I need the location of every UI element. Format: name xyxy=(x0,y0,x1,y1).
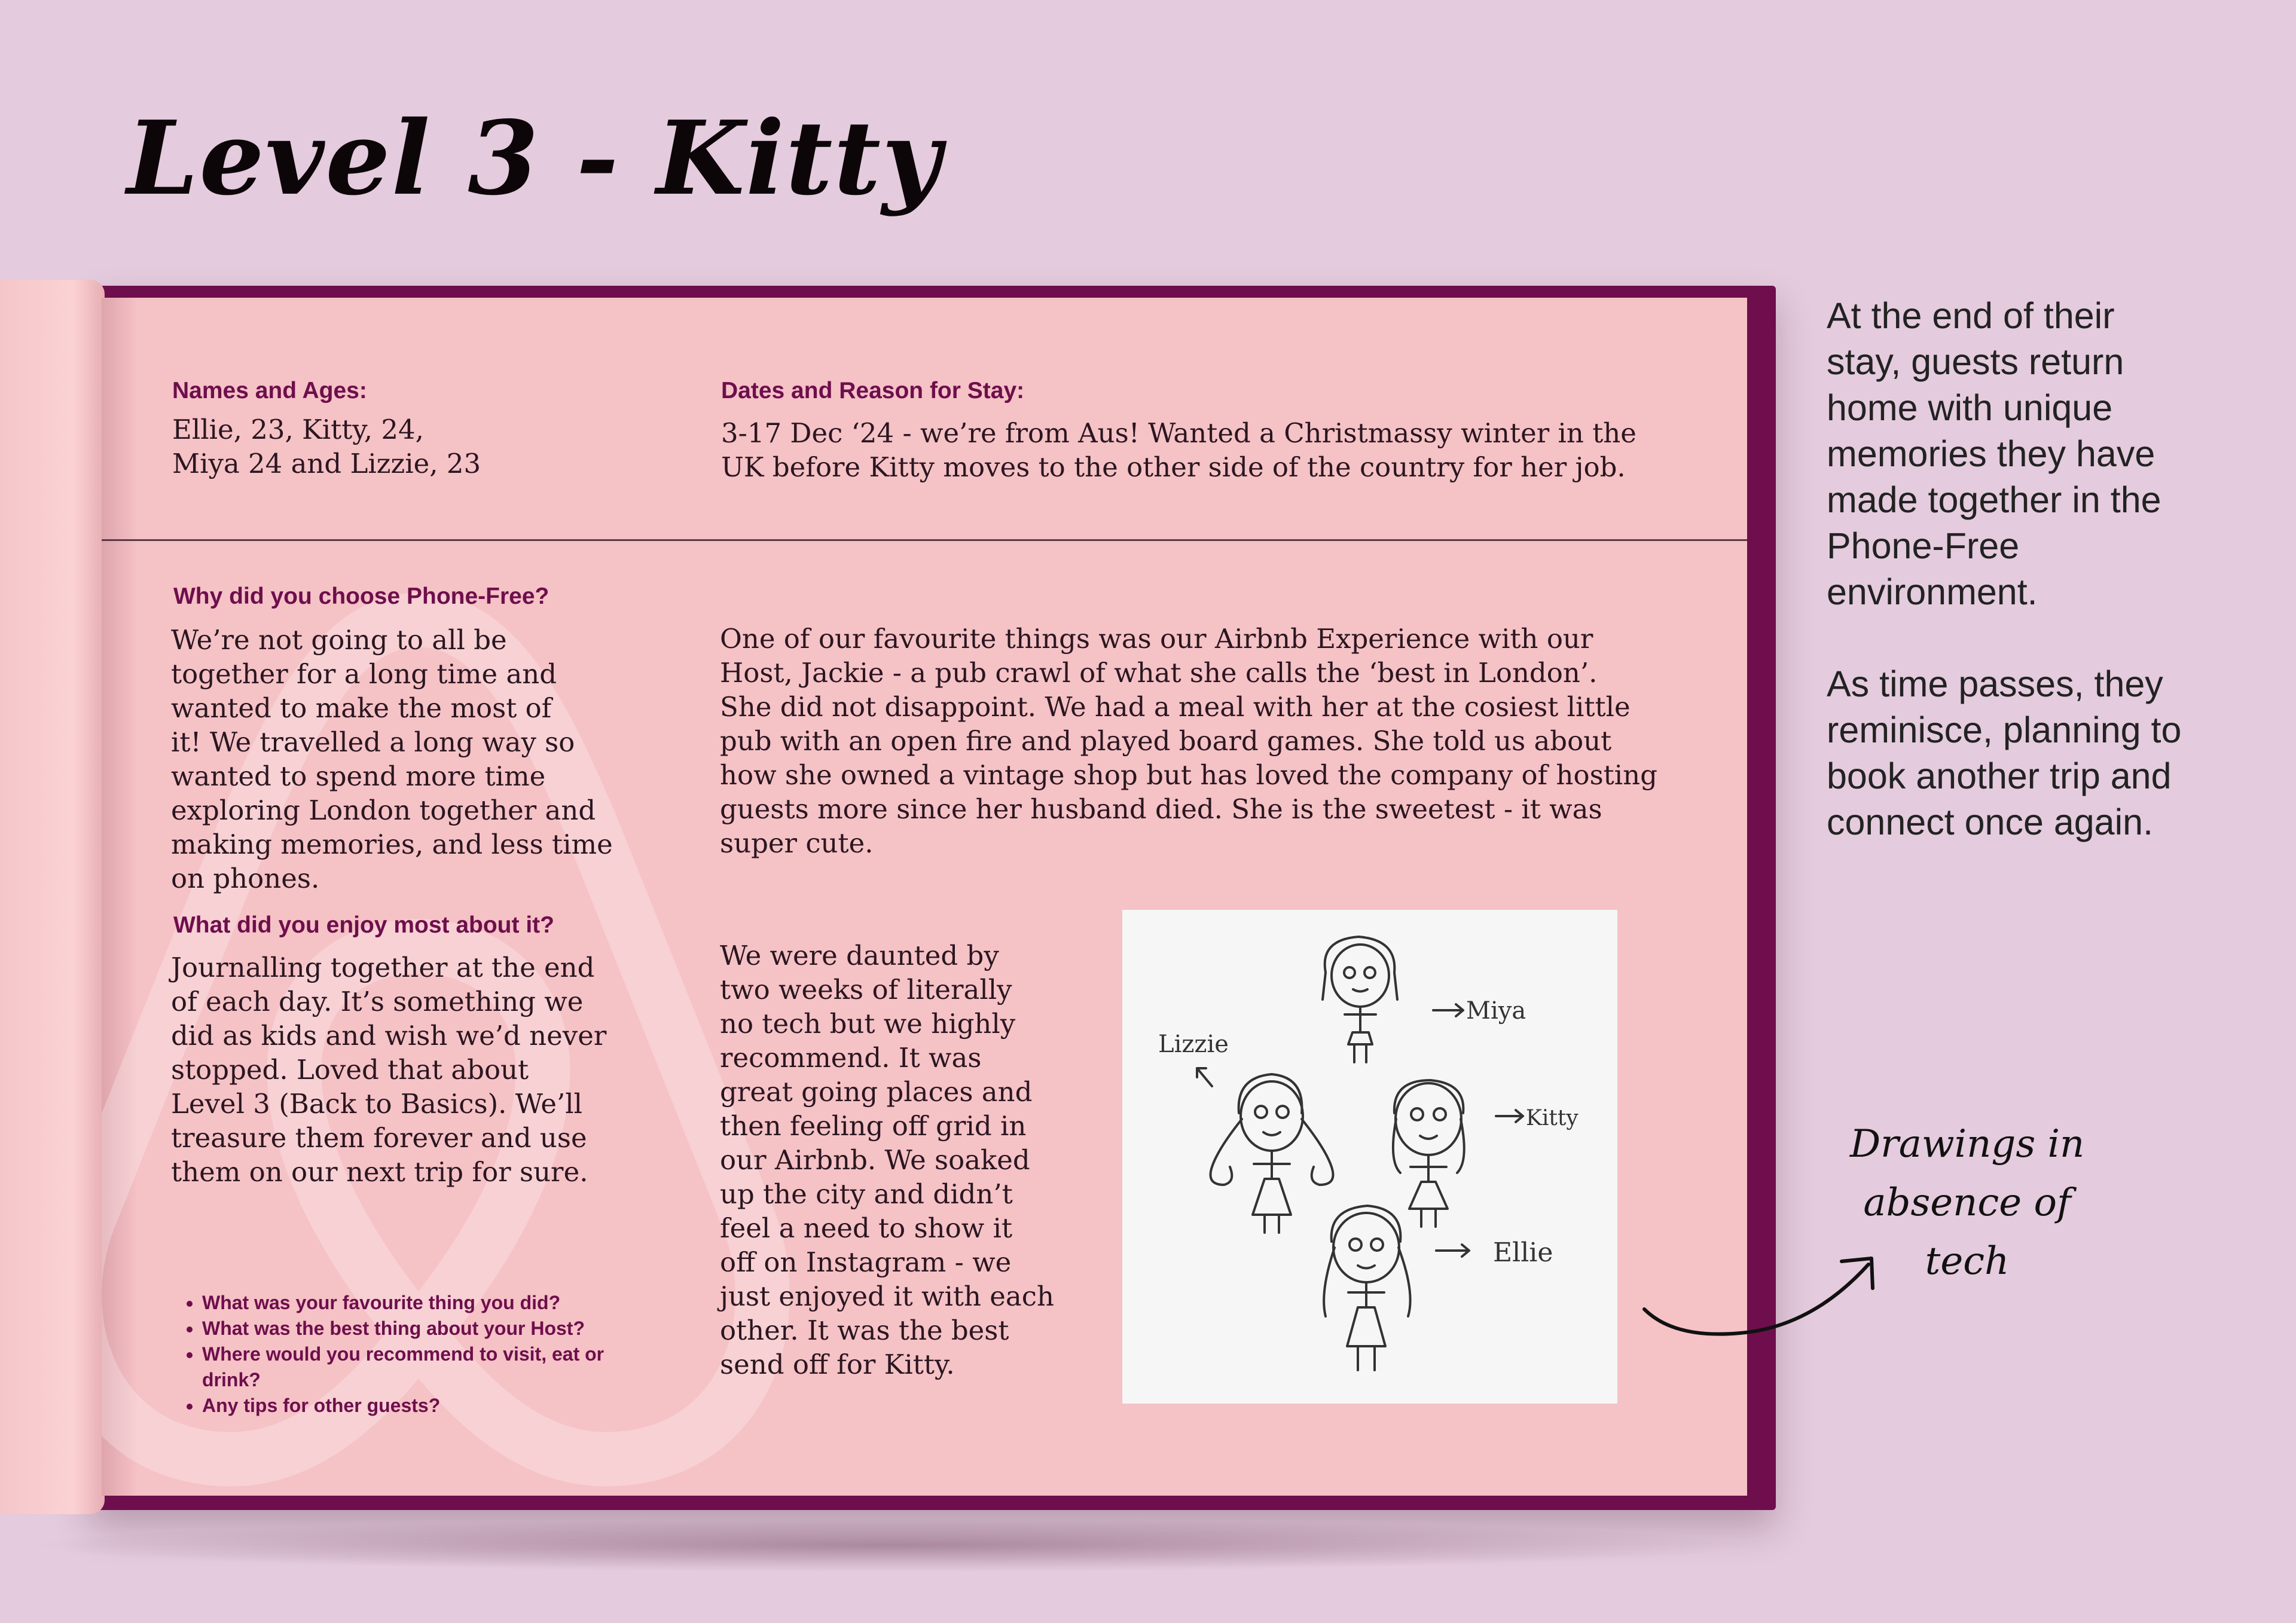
dates-reason-value xyxy=(721,416,1636,484)
answer-line: One of our favourite things was our Airbnb Experience with our xyxy=(720,623,1593,655)
answer-line: two weeks of literally xyxy=(720,974,1012,1005)
book-left-page-edge xyxy=(0,280,105,1514)
enjoy-most-answer xyxy=(171,950,606,1189)
dates-line: UK before Kitty moves to the other side of the country for her job. xyxy=(721,451,1626,483)
daunted-answer xyxy=(720,939,1054,1381)
answer-line: no tech but we highly xyxy=(720,1008,1016,1040)
lizzie-figure xyxy=(1211,1074,1333,1233)
ellie-figure xyxy=(1324,1206,1410,1370)
answer-line: then feeling off grid in xyxy=(720,1110,1027,1142)
names-line: Ellie, 23, Kitty, 24, xyxy=(172,414,424,445)
answer-line: pub with an open fire and played board games. She told us about xyxy=(720,725,1612,757)
answer-line: just enjoyed it with each xyxy=(720,1280,1054,1312)
header-divider xyxy=(102,539,1747,541)
answer-line: recommend. It was xyxy=(720,1042,982,1074)
answer-line: of each day. It’s something we xyxy=(171,986,584,1017)
answer-line: Level 3 (Back to Basics). We’ll xyxy=(171,1088,583,1120)
answer-line: on phones. xyxy=(171,863,320,894)
curved-arrow-icon xyxy=(1638,1237,1889,1345)
book-shadow xyxy=(24,1518,1758,1572)
answer-line: She did not disappoint. We had a meal with her at the cosiest little xyxy=(720,691,1631,723)
miya-label: Miya xyxy=(1466,997,1526,1025)
answer-line: did as kids and wish we’d never xyxy=(171,1020,607,1052)
ellie-label: Ellie xyxy=(1493,1237,1553,1268)
answer-line: feel a need to show it xyxy=(720,1212,1013,1244)
why-phone-free-answer xyxy=(171,623,613,895)
caption-paragraph: As time passes, they reminisce, planning to book another trip and connect once again. xyxy=(1827,664,2182,842)
book-page xyxy=(102,298,1747,1496)
answer-line: off on Instagram - we xyxy=(720,1246,1012,1278)
answer-line: send off for Kitty. xyxy=(720,1349,955,1380)
miya-figure xyxy=(1323,937,1397,1062)
names-ages-label: Names and Ages: xyxy=(172,378,367,404)
caption-paragraph: At the end of their stay, guests return home with unique memories they have made together in the Phone-Free environment. xyxy=(1827,295,2161,612)
lizzie-label: Lizzie xyxy=(1158,1031,1229,1058)
answer-line: stopped. Loved that about xyxy=(171,1054,529,1086)
names-line: Miya 24 and Lizzie, 23 xyxy=(172,448,481,479)
friends-sketch-drawing xyxy=(1122,910,1617,1404)
answer-line: Journalling together at the end xyxy=(171,952,595,983)
names-ages-value xyxy=(172,412,481,481)
answer-line: our Airbnb. We soaked xyxy=(720,1144,1030,1176)
answer-line: it! We travelled a long way so xyxy=(171,726,575,758)
side-caption xyxy=(1827,293,2185,891)
answer-line: them on our next trip for sure. xyxy=(171,1156,588,1188)
answer-line: great going places and xyxy=(720,1076,1033,1108)
answer-line: how she owned a vintage shop but has loved the company of hosting xyxy=(720,759,1657,791)
answer-line: wanted to make the most of xyxy=(171,692,552,724)
answer-line: super cute. xyxy=(720,827,874,859)
answer-line: We’re not going to all be xyxy=(171,624,507,656)
answer-line: other. It was the best xyxy=(720,1315,1009,1346)
why-phone-free-label: Why did you choose Phone-Free? xyxy=(173,583,549,609)
kitty-label: Kitty xyxy=(1526,1106,1578,1130)
annotation-line: Drawings in xyxy=(1849,1122,2085,1166)
answer-line: making memories, and less time xyxy=(171,829,613,860)
kitty-figure xyxy=(1393,1080,1464,1227)
favourite-thing-answer xyxy=(720,622,1657,860)
answer-line: together for a long time and xyxy=(171,658,557,690)
prompt-item: • What was the best thing about your Host? xyxy=(202,1316,657,1341)
annotation-line: absence of tech xyxy=(1863,1181,2071,1283)
prompt-item: • What was your favourite thing you did? xyxy=(202,1290,657,1316)
answer-line: treasure them forever and use xyxy=(171,1122,587,1154)
answer-line: Host, Jackie - a pub crawl of what she calls the ‘best in London’. xyxy=(720,657,1598,689)
answer-line: wanted to spend more time xyxy=(171,760,546,792)
enjoy-most-label: What did you enjoy most about it? xyxy=(173,912,554,938)
prompt-list xyxy=(171,1290,657,1419)
prompt-item: • Where would you recommend to visit, eat or drink? xyxy=(202,1341,657,1393)
answer-line: exploring London together and xyxy=(171,794,596,826)
answer-line: up the city and didn’t xyxy=(720,1178,1013,1210)
answer-line: guests more since her husband died. She is the sweetest - it was xyxy=(720,793,1602,825)
answer-line: We were daunted by xyxy=(720,940,999,971)
dates-line: 3-17 Dec ‘24 - we’re from Aus! Wanted a Christmassy winter in the xyxy=(721,417,1636,449)
friends-sketch-card xyxy=(1122,910,1617,1404)
prompt-item: • Any tips for other guests? xyxy=(202,1393,657,1419)
page-title: Level 3 - Kitty xyxy=(127,99,942,218)
dates-reason-label: Dates and Reason for Stay: xyxy=(721,378,1025,404)
